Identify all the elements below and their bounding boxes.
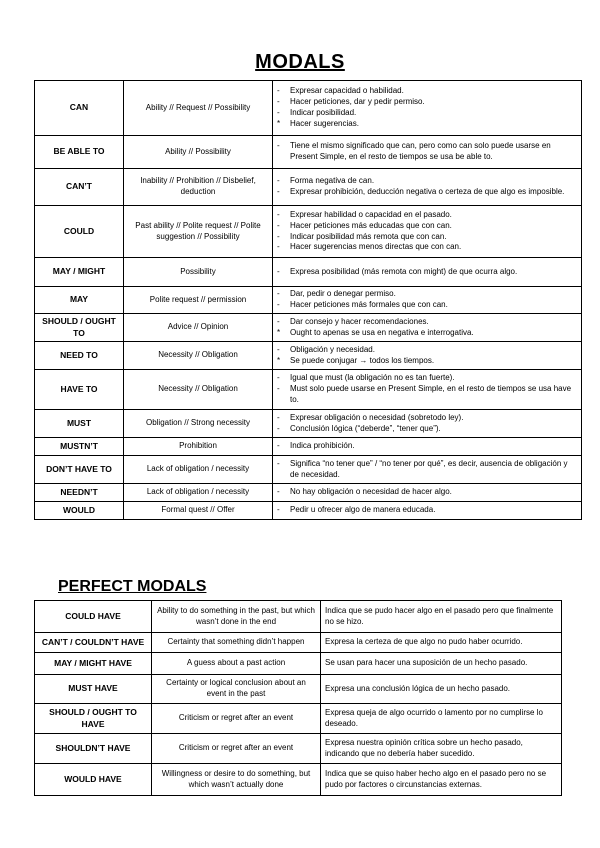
bullet-mark: - [277,187,280,196]
bullet-mark: - [277,108,280,117]
note-item [277,300,577,311]
note-item [277,356,577,367]
note-text: Expresa posibilidad (más remota con might) de que ocurra algo. [290,266,518,276]
perfect-modal-row [35,734,562,764]
note-item [277,441,577,452]
bullet-mark: - [277,97,280,107]
modal-notes [273,169,582,206]
bullet-mark: - [277,423,280,433]
note-text: Expresar capacidad o habilidad. [290,86,404,96]
note-item [277,328,577,339]
modal-name: DON’T HAVE TO [35,456,124,484]
perfect-modal-name: SHOULD / OUGHT TO HAVE [35,704,152,734]
modal-row [35,438,582,456]
perfect-modals-table [34,600,562,796]
note-item [277,119,577,130]
note-item [277,413,577,424]
bullet-mark: - [277,316,280,326]
bullet-mark: - [277,220,280,230]
note-text: Hacer peticiones, dar y pedir permiso. [290,97,425,107]
modal-notes [273,136,582,169]
note-text: Hacer sugerencias. [290,118,359,128]
note-item [277,86,577,97]
perfect-modal-note: Indica que se pudo hacer algo en el pasado pero que finalmente no se hizo. [321,601,562,633]
modal-row [35,169,582,206]
note-text: Must solo puede usarse en Present Simple, en el resto de tiempos se usa have to. [290,384,572,404]
perfect-modal-row [35,704,562,734]
note-text: No hay obligación o necesidad de hacer algo. [290,487,452,497]
bullet-mark: - [277,231,280,241]
note-text: Indicar posibilidad más remota que con can. [290,231,447,241]
modal-name: MUST [35,410,124,438]
modal-row [35,206,582,258]
perfect-modal-meaning: A guess about a past action [152,653,321,675]
note-item [277,289,577,300]
modal-row [35,258,582,287]
modal-notes [273,287,582,314]
modal-notes [273,258,582,287]
note-item [277,176,577,187]
modal-notes [273,206,582,258]
modal-name: CAN [35,81,124,136]
note-item [277,487,577,498]
modal-notes [273,438,582,456]
note-text: Expresar habilidad o capacidad en el pasado. [290,209,452,219]
modal-meaning: Prohibition [124,438,273,456]
note-text: Hacer peticiones más educadas que con can. [290,220,452,230]
note-text: Hacer sugerencias menos directas que con can. [290,242,462,252]
modal-name: NEED TO [35,342,124,370]
modal-name: NEEDN’T [35,484,124,502]
perfect-modal-name: MAY / MIGHT HAVE [35,653,152,675]
modal-notes [273,314,582,342]
bullet-mark: * [277,355,281,365]
modal-meaning: Possibility [124,258,273,287]
note-item [277,232,577,243]
modal-row [35,342,582,370]
perfect-modal-row [35,633,562,653]
modal-row [35,456,582,484]
modal-notes [273,502,582,520]
modal-row [35,81,582,136]
perfect-modal-row [35,675,562,704]
modal-meaning: Polite request // permission [124,287,273,314]
perfect-modal-meaning: Certainty that something didn’t happen [152,633,321,653]
modal-meaning: Lack of obligation / necessity [124,456,273,484]
bullet-mark: - [277,242,280,252]
bullet-mark: - [277,141,280,151]
bullet-mark: - [277,86,280,96]
note-item [277,141,577,163]
perfect-modal-note: Expresa la certeza de que algo no pudo haber ocurrido. [321,633,562,653]
bullet-mark: - [277,289,280,299]
bullet-mark: - [277,344,280,354]
note-text: Expresar obligación o necesidad (sobretodo ley). [290,412,464,422]
note-item [277,267,577,278]
perfect-modal-name: MUST HAVE [35,675,152,704]
bullet-mark: - [277,384,280,394]
note-text: Indicar posibilidad. [290,108,357,117]
modal-notes [273,410,582,438]
note-item [277,221,577,232]
note-item [277,345,577,356]
modal-name: BE ABLE TO [35,136,124,169]
bullet-mark: - [277,209,280,219]
modal-row [35,287,582,314]
modal-name: MAY / MIGHT [35,258,124,287]
modal-row [35,484,582,502]
note-item [277,424,577,435]
modal-meaning: Lack of obligation / necessity [124,484,273,502]
note-text: Ought to apenas se usa en negativa e interrogativa. [290,327,474,337]
perfect-modal-row [35,764,562,796]
note-item [277,459,577,481]
perfect-modal-name: COULD HAVE [35,601,152,633]
note-item [277,187,577,198]
modal-meaning: Necessity // Obligation [124,342,273,370]
note-text: Significa “no tener que” / “no tener por qué”, es decir, ausencia de obligación y de necesidad. [290,458,568,479]
note-text: Conclusión lógica (“deberde”, “tener que”). [290,423,441,433]
perfect-modal-row [35,653,562,675]
perfect-modal-meaning: Willingness or desire to do something, but which wasn’t actually done [152,764,321,796]
bullet-mark: - [277,300,280,309]
bullet-mark: - [277,441,280,451]
note-item [277,108,577,119]
modal-row [35,314,582,342]
bullet-mark: - [277,487,280,497]
note-item [277,317,577,328]
perfect-modal-meaning: Certainty or logical conclusion about an event in the past [152,675,321,704]
perfect-modal-meaning: Criticism or regret after an event [152,734,321,764]
perfect-modal-note: Se usan para hacer una suposición de un hecho pasado. [321,653,562,675]
modal-row [35,370,582,410]
modal-meaning: Inability // Prohibition // Disbelief, deduction [124,169,273,206]
modal-meaning: Ability // Request // Possibility [124,81,273,136]
modal-meaning: Past ability // Polite request // Polite suggestion // Possibility [124,206,273,258]
note-text: Dar, pedir o denegar permiso. [290,289,396,299]
bullet-mark: * [277,118,281,128]
perfect-modal-meaning: Ability to do something in the past, but which wasn’t done in the end [152,601,321,633]
note-text: Indica prohibición. [290,441,355,451]
note-item [277,242,577,253]
page-title: MODALS [255,51,345,73]
bullet-mark: - [277,412,280,422]
modal-notes [273,342,582,370]
modal-row [35,136,582,169]
note-text: Dar consejo y hacer recomendaciones. [290,316,429,326]
modal-notes [273,456,582,484]
note-item [277,97,577,108]
perfect-modal-note: Indica que se quiso haber hecho algo en el pasado pero no se pudo por factores o circunstancias externas. [321,764,562,796]
bullet-mark: - [277,373,280,383]
note-text: Hacer peticiones más formales que con can. [290,300,448,309]
modal-notes [273,484,582,502]
modal-meaning: Formal quest // Offer [124,502,273,520]
modal-name: MAY [35,287,124,314]
bullet-mark: * [277,327,281,337]
perfect-modal-name: SHOULDN’T HAVE [35,734,152,764]
perfect-modal-name: WOULD HAVE [35,764,152,796]
modals-table [34,80,582,520]
bullet-mark: - [277,505,280,515]
modal-meaning: Advice // Opinion [124,314,273,342]
note-text: Se puede conjugar → todos los tiempos. [290,355,435,365]
modal-name: WOULD [35,502,124,520]
note-text: Pedir u ofrecer algo de manera educada. [290,505,436,515]
bullet-mark: - [277,458,280,468]
perfect-modal-note: Expresa una conclusión lógica de un hecho pasado. [321,675,562,704]
modal-notes [273,370,582,410]
modal-meaning: Necessity // Obligation [124,370,273,410]
note-item [277,210,577,221]
note-item [277,505,577,516]
modal-row [35,410,582,438]
note-text: Forma negativa de can. [290,176,375,186]
note-text: Tiene el mismo significado que can, pero como can solo puede usarse en Present Simple, en el resto de tiempos se usa be able to. [290,141,551,161]
perfect-modals-title: PERFECT MODALS [58,578,207,595]
modal-name: HAVE TO [35,370,124,410]
bullet-mark: - [277,266,280,276]
modal-row [35,502,582,520]
note-text: Igual que must (la obligación no es tan fuerte). [290,373,455,383]
modal-name: MUSTN’T [35,438,124,456]
modal-notes [273,81,582,136]
perfect-modal-meaning: Criticism or regret after an event [152,704,321,734]
note-item [277,384,577,406]
bullet-mark: - [277,176,280,186]
modal-meaning: Obligation // Strong necessity [124,410,273,438]
modal-name: COULD [35,206,124,258]
modal-name: SHOULD / OUGHT TO [35,314,124,342]
perfect-modal-note: Expresa nuestra opinión crítica sobre un hecho pasado, indicando que no debería haber sucedido. [321,734,562,764]
perfect-modal-row [35,601,562,633]
note-item [277,373,577,384]
modal-meaning: Ability // Possibility [124,136,273,169]
note-text: Obligación y necesidad. [290,344,375,354]
modal-name: CAN’T [35,169,124,206]
perfect-modal-note: Expresa queja de algo ocurrido o lamento por no cumplirse lo deseado. [321,704,562,734]
note-text: Expresar prohibición, deducción negativa o certeza de que algo es imposible. [290,187,565,196]
perfect-modal-name: CAN’T / COULDN’T HAVE [35,633,152,653]
